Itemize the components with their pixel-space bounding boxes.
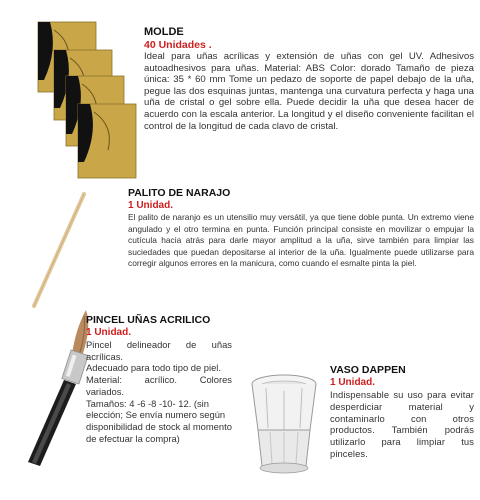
palito-description: El palito de naranjo es un utensilio muy versátil, ya que tiene doble punta. Un extremo viene angulado y el otro termina en punta. Función principal consiste en movilizar o empujar la cutícula hacia atrás para darle mayor amplitud a la uña, sirve también para limpiar las suciedades que puedan depositarse al interior de la uña. Igualmente puede utilizarse para corregir algunos errores en la manicura, como cuando el esmalte pinta la piel. xyxy=(128,212,474,269)
dappen-dish-image xyxy=(244,370,324,480)
pincel-description-3: Material: acrílico. Colores variados. xyxy=(86,374,232,397)
pincel-title: PINCEL UÑAS ACRILICO xyxy=(86,314,211,326)
vaso-title: VASO DAPPEN xyxy=(330,364,406,376)
nail-form-sheet xyxy=(78,104,136,178)
palito-title: PALITO DE NARAJO xyxy=(128,187,231,199)
vaso-quantity: 1 Unidad. xyxy=(330,377,376,388)
palito-section xyxy=(128,187,474,270)
vaso-section xyxy=(330,364,474,460)
pincel-section xyxy=(86,314,232,444)
molde-description: Ideal para uñas acrílicas y extensión de uñas con gel UV. Adhesivos autoadhesivos para uñas. Material: ABS Color: dorado Tamaño de pieza única: 35 * 60 mm Tome un pedazo de soporte de papel debajo de la uña, pegue las dos esquinas juntas, mantenga una curvatura perfecta y haga una uña de cristal o gel sobre ella. Puede decidir la uña que desea hacer de acuerdo con la escala anterior. La longitud y el diseño conveniente facilitan el control de la longitud de cada clavo de cristal. xyxy=(144,51,474,132)
pincel-description-2: Adecuado para todo tipo de piel. xyxy=(86,362,221,374)
molde-section xyxy=(144,26,474,132)
pincel-description-1: Pincel delineador de uñas acrílicas. xyxy=(86,339,232,362)
pincel-quantity: 1 Unidad. xyxy=(86,327,132,338)
molde-quantity: 40 Unidades . xyxy=(144,39,212,51)
molde-title: MOLDE xyxy=(144,26,184,38)
vaso-description: Indispensable su uso para evitar desperdiciar material y contaminarlo con otros productos. También podrás utilizarlo para limpiar tus pinceles. xyxy=(330,389,474,459)
orange-stick-image xyxy=(28,190,88,310)
palito-quantity: 1 Unidad. xyxy=(128,200,174,211)
nail-forms-image xyxy=(32,20,142,185)
pincel-description-4: Tamaños: 4 -6 -8 -10- 12. (sin elección; Se envía numero según disponibilidad de stock al momento de efectuar la compra) xyxy=(86,397,232,444)
